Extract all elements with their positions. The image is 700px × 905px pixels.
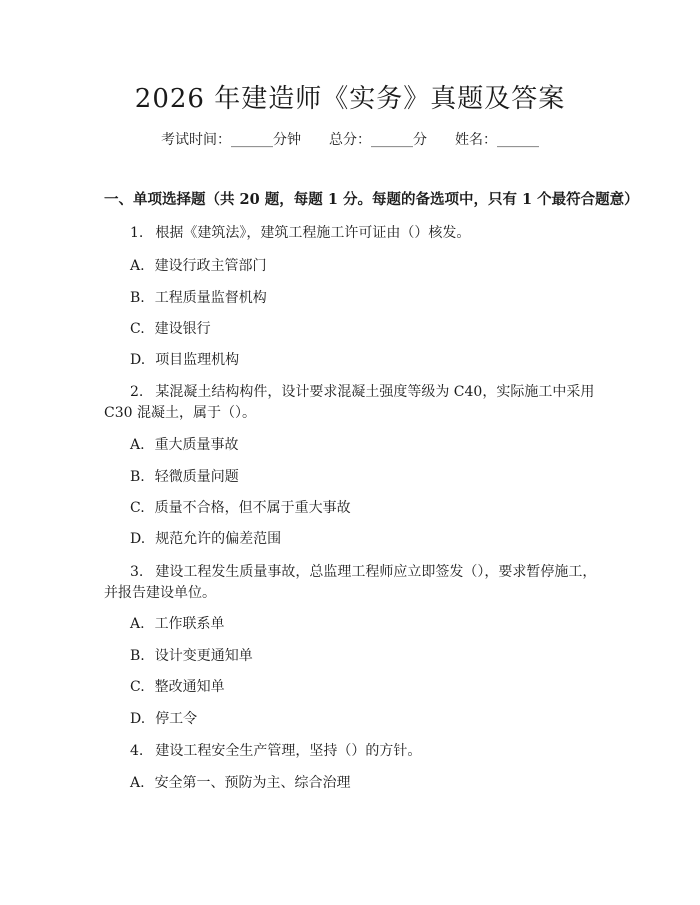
option-letter: B. bbox=[130, 469, 145, 485]
question-2-option-b bbox=[130, 467, 239, 487]
question-3-continuation: 并报告建设单位。 bbox=[104, 585, 216, 601]
question-3-option-a bbox=[130, 614, 225, 634]
option-text: 建设行政主管部门 bbox=[154, 258, 267, 274]
option-text: 轻微质量问题 bbox=[154, 469, 239, 485]
question-text: 某混凝土结构构件，设计要求混凝土强度等级为 C40，实际施工中采用 bbox=[155, 384, 595, 400]
option-text: 停工令 bbox=[155, 711, 198, 727]
option-text: 重大质量事故 bbox=[154, 437, 239, 453]
question-1-option-d bbox=[130, 350, 239, 370]
option-text: 规范允许的偏差范围 bbox=[155, 531, 282, 547]
question-number: 1. bbox=[130, 225, 144, 241]
option-letter: B. bbox=[130, 290, 145, 306]
question-3-option-c bbox=[130, 677, 225, 697]
question-1-option-b bbox=[130, 288, 267, 308]
option-text: 整改通知单 bbox=[154, 679, 225, 695]
option-text: 工作联系单 bbox=[154, 616, 225, 632]
question-2-continuation: C30 混凝土，属于（）。 bbox=[104, 405, 256, 421]
option-letter: C. bbox=[130, 679, 145, 695]
question-3 bbox=[130, 562, 596, 582]
section-heading: 一、单项选择题（共 20 题，每题 1 分。每题的备选项中，只有 1 个最符合题意） bbox=[104, 191, 639, 208]
question-1-option-a bbox=[130, 256, 267, 276]
question-4-option-a bbox=[130, 773, 351, 793]
question-3-option-d bbox=[130, 709, 197, 729]
question-text: 根据《建筑法》，建筑工程施工许可证由（）核发。 bbox=[155, 225, 471, 241]
question-number: 4. bbox=[130, 743, 144, 759]
option-text: 建设银行 bbox=[154, 321, 211, 337]
exam-time-field: 考试时间：______分钟 bbox=[161, 132, 301, 148]
option-text: 安全第一、预防为主、综合治理 bbox=[154, 775, 351, 791]
question-text: 建设工程发生质量事故，总监理工程师应立即签发（），要求暂停施工， bbox=[155, 564, 597, 580]
option-text: 质量不合格，但不属于重大事故 bbox=[154, 500, 351, 516]
question-number: 2. bbox=[130, 384, 144, 400]
option-letter: D. bbox=[130, 711, 146, 727]
option-letter: B. bbox=[130, 648, 145, 664]
option-text: 设计变更通知单 bbox=[154, 648, 253, 664]
option-letter: A. bbox=[130, 616, 145, 632]
question-2 bbox=[130, 382, 594, 402]
question-text: 建设工程安全生产管理，坚持（）的方针。 bbox=[155, 743, 422, 759]
total-score-field: 总分：______分 bbox=[329, 132, 427, 148]
question-2-option-c bbox=[130, 498, 351, 518]
question-1 bbox=[130, 223, 470, 243]
option-letter: C. bbox=[130, 500, 145, 516]
page-title: 2026 年建造师《实务》真题及答案 bbox=[134, 84, 566, 114]
question-1-option-c bbox=[130, 319, 211, 339]
name-field: 姓名：______ bbox=[455, 132, 539, 148]
question-2-option-d bbox=[130, 529, 281, 549]
question-3-option-b bbox=[130, 646, 253, 666]
exam-meta-line bbox=[0, 130, 700, 150]
option-letter: D. bbox=[130, 352, 146, 368]
option-letter: C. bbox=[130, 321, 145, 337]
option-text: 工程质量监督机构 bbox=[154, 290, 267, 306]
option-text: 项目监理机构 bbox=[155, 352, 240, 368]
option-letter: A. bbox=[130, 258, 145, 274]
question-4 bbox=[130, 741, 421, 761]
option-letter: A. bbox=[130, 775, 145, 791]
option-letter: A. bbox=[130, 437, 145, 453]
question-2-option-a bbox=[130, 435, 239, 455]
option-letter: D. bbox=[130, 531, 146, 547]
question-number: 3. bbox=[130, 564, 144, 580]
